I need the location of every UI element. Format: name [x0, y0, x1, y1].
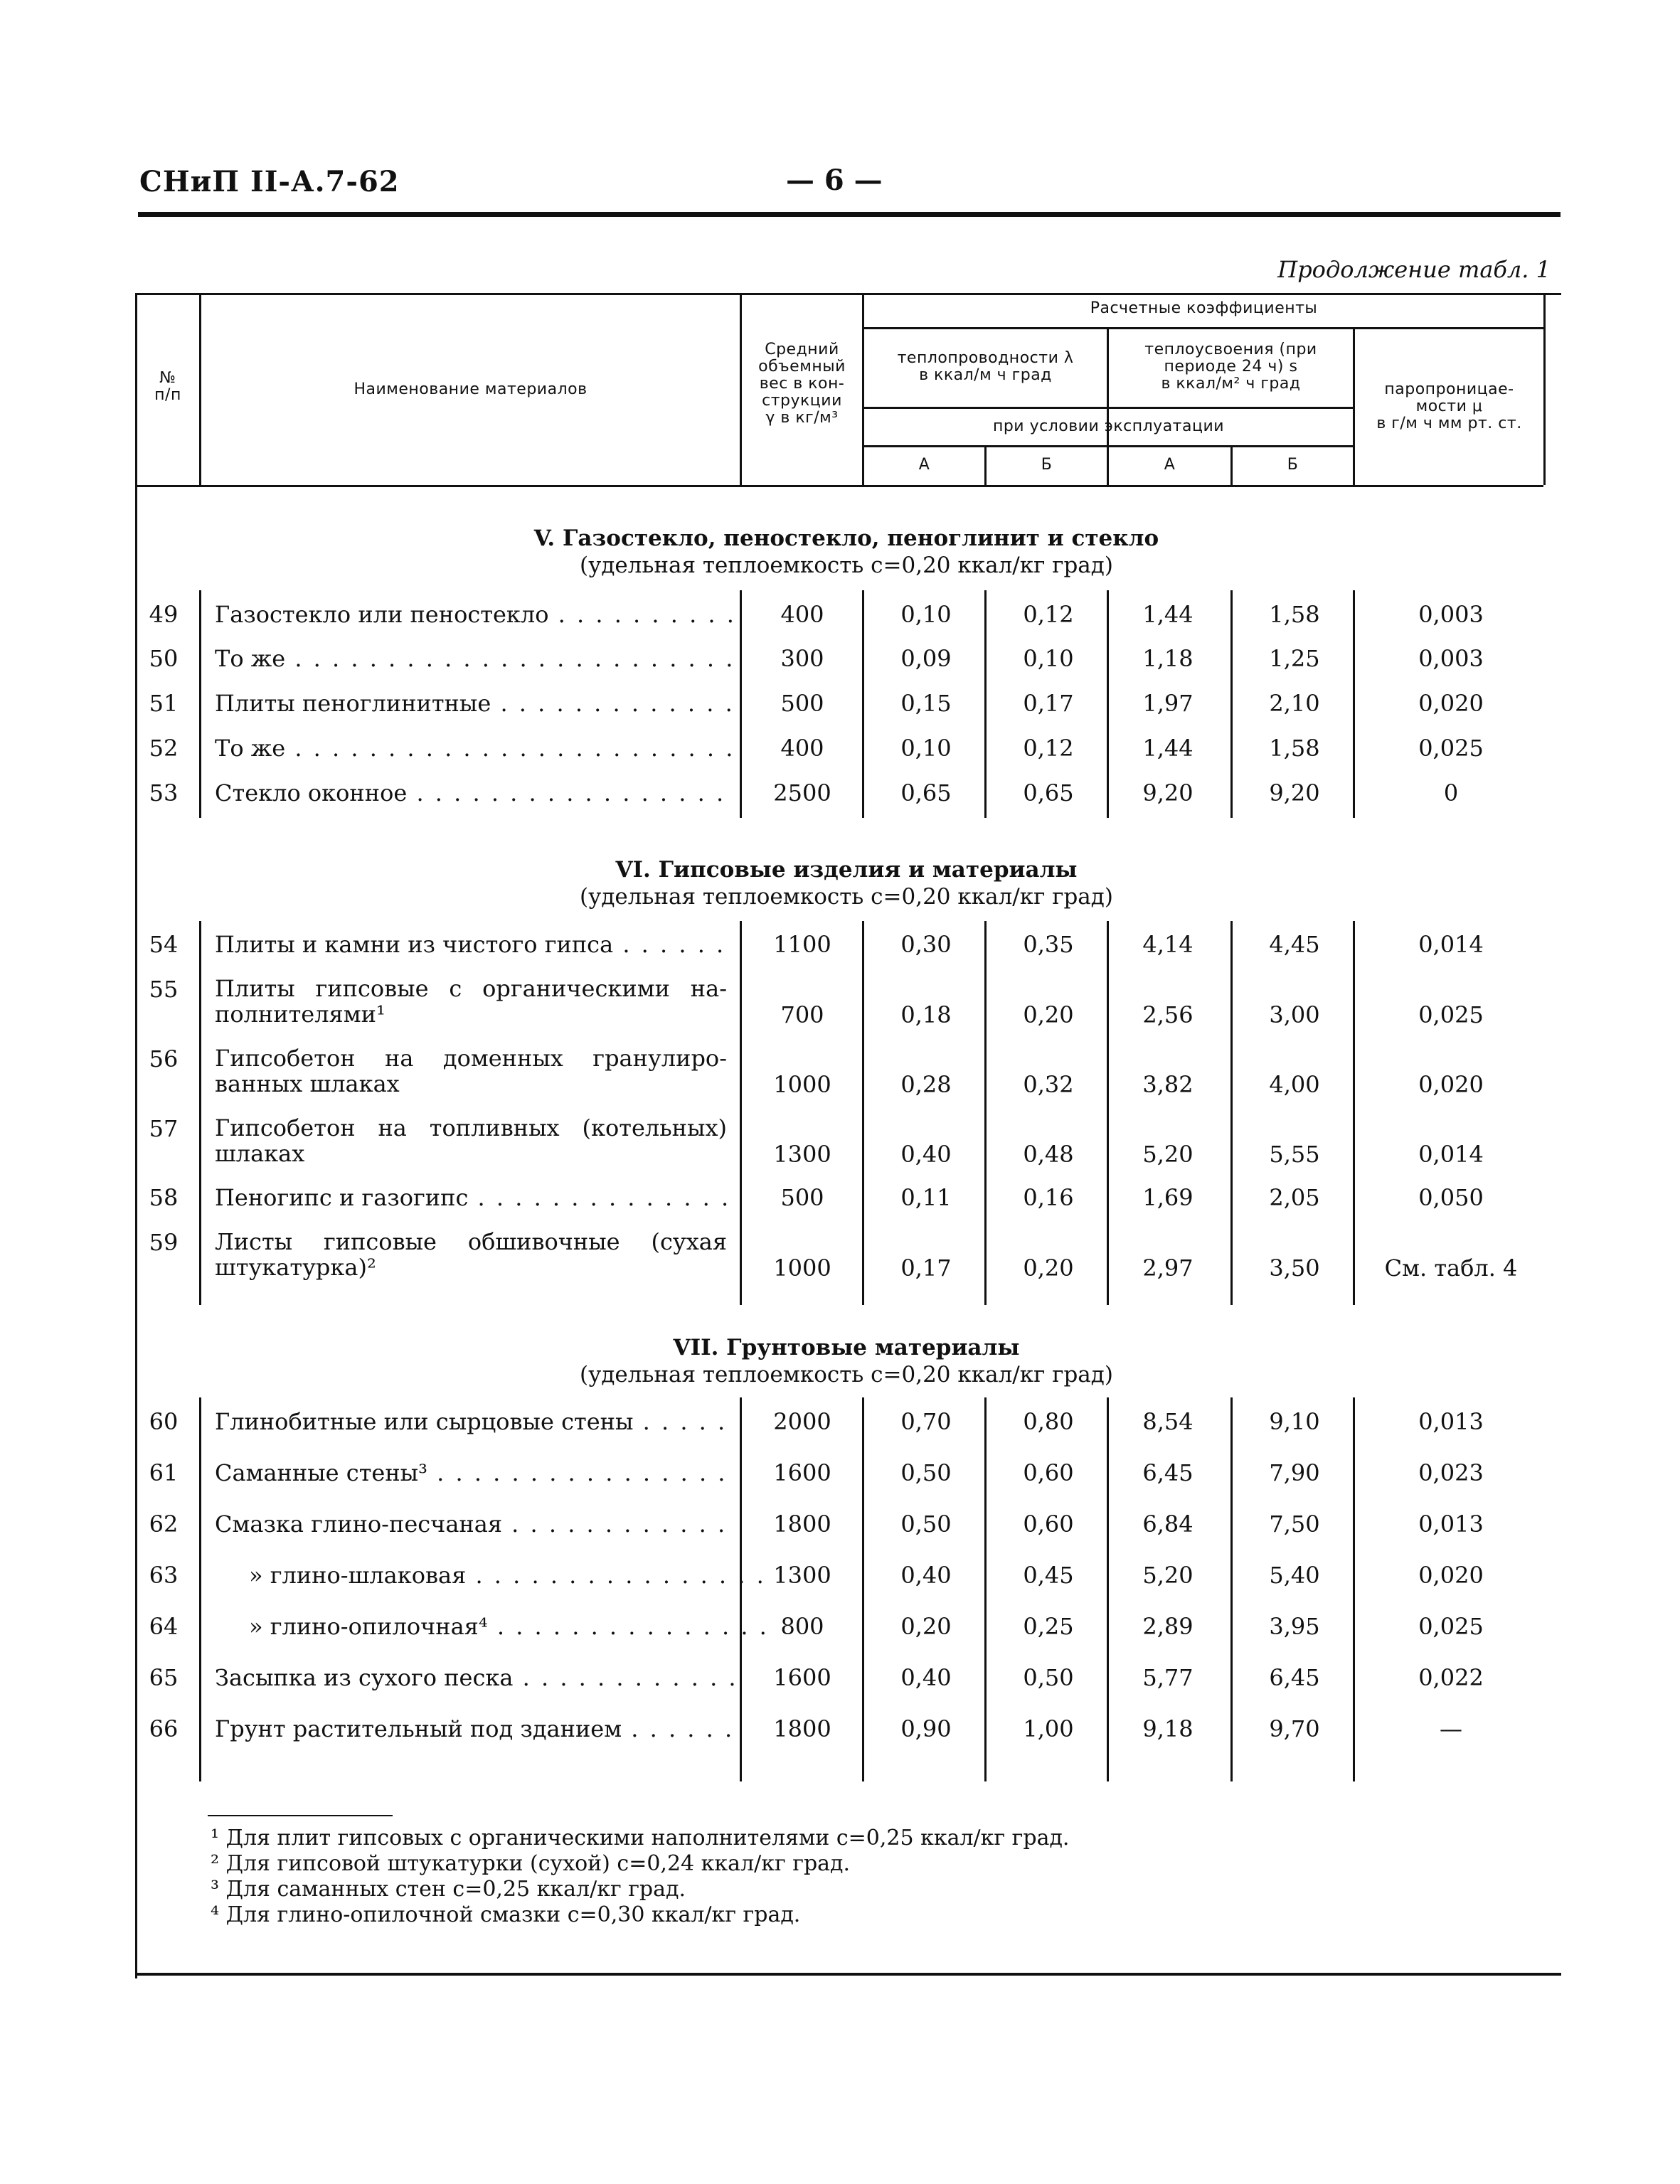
heat-absorption-a: 1,18	[1142, 645, 1193, 672]
header-density: Средний объемный вес в кон- струкции γ в кг/м³	[758, 341, 846, 427]
section-subtitle: (удельная теплоемкость c=0,20 ккал/кг град)	[580, 884, 1113, 910]
material-name: Грунт растительный под зданием . . .	[215, 1715, 734, 1742]
table-row	[0, 1511, 1680, 1539]
vapor-permeability: 0,013	[1418, 1408, 1484, 1435]
material-name: Листы гипсовые обшивочные (сухая штукатурка)²	[215, 1228, 727, 1281]
table-row	[0, 1045, 1680, 1102]
vapor-permeability: 0,020	[1418, 1562, 1484, 1589]
material-name: Стекло оконное . . .	[215, 779, 734, 806]
table-row	[0, 1562, 1680, 1590]
header-sub-a2: А	[1164, 456, 1176, 474]
heat-absorption-b: 5,55	[1269, 1141, 1320, 1168]
header-sub-b2: Б	[1287, 456, 1299, 474]
heat-absorption-b: 9,70	[1269, 1715, 1320, 1742]
material-name: Смазка глино-песчаная . . .	[215, 1511, 734, 1538]
conductivity-b: 0,20	[1023, 1255, 1074, 1282]
density-value: 1800	[773, 1715, 831, 1742]
row-number: 58	[149, 1184, 179, 1211]
conductivity-a: 0,09	[900, 645, 952, 672]
vapor-permeability: 0,003	[1418, 601, 1484, 628]
row-number: 56	[149, 1045, 179, 1072]
heat-absorption-b: 2,05	[1269, 1184, 1320, 1211]
heat-absorption-b: 6,45	[1269, 1664, 1320, 1691]
conductivity-a: 0,18	[900, 1001, 952, 1028]
heat-absorption-b: 7,90	[1269, 1459, 1320, 1486]
conductivity-a: 0,15	[900, 690, 952, 717]
header-vapor-permeability: паропроницае- мости μ в г/м ч мм рт. ст.	[1376, 380, 1522, 432]
conductivity-b: 0,60	[1023, 1511, 1074, 1538]
table-row	[0, 1408, 1680, 1437]
vapor-permeability: 0,013	[1418, 1511, 1484, 1538]
table-row	[0, 1115, 1680, 1172]
header-material-name: Наименование материалов	[353, 380, 588, 398]
section-subtitle: (удельная теплоемкость c=0,20 ккал/кг град)	[580, 1362, 1113, 1387]
conductivity-b: 0,45	[1023, 1562, 1074, 1589]
density-value: 1600	[773, 1664, 831, 1691]
table-row	[0, 1715, 1680, 1744]
vapor-permeability: См. табл. 4	[1384, 1255, 1518, 1282]
conductivity-b: 0,17	[1023, 690, 1074, 717]
heat-absorption-a: 5,77	[1142, 1664, 1193, 1691]
heat-absorption-a: 2,89	[1142, 1613, 1193, 1640]
section-heading: VII. Грунтовые материалы	[673, 1335, 1020, 1360]
density-value: 1800	[773, 1511, 831, 1538]
header-number: № п/п	[154, 369, 181, 404]
table-row	[0, 976, 1680, 1033]
conductivity-a: 0,50	[900, 1459, 952, 1486]
row-number: 62	[149, 1511, 179, 1538]
vapor-permeability: 0,003	[1418, 645, 1484, 672]
density-value: 1000	[773, 1071, 831, 1098]
row-number: 64	[149, 1613, 179, 1640]
section-subtitle: (удельная теплоемкость c=0,20 ккал/кг град)	[580, 553, 1113, 578]
density-value: 300	[780, 645, 824, 672]
section-title	[455, 525, 1238, 579]
header-sub-a1: А	[918, 456, 930, 474]
table-row	[0, 1184, 1680, 1213]
density-value: 1300	[773, 1141, 831, 1168]
heat-absorption-a: 6,84	[1142, 1511, 1193, 1538]
row-number: 51	[149, 690, 179, 717]
table-row	[0, 931, 1680, 959]
conductivity-b: 0,10	[1023, 645, 1074, 672]
bottom-rule	[135, 1973, 1561, 1976]
row-number: 59	[149, 1229, 179, 1256]
row-number: 65	[149, 1664, 179, 1691]
material-name: Плиты гипсовые с органическими на- полнителями¹	[215, 975, 727, 1028]
conductivity-b: 0,48	[1023, 1141, 1074, 1168]
conductivity-b: 0,65	[1023, 779, 1074, 806]
heat-absorption-a: 2,56	[1142, 1001, 1193, 1028]
material-name: То же . . .	[215, 645, 734, 672]
row-number: 60	[149, 1408, 179, 1435]
heat-absorption-b: 4,45	[1269, 931, 1320, 958]
row-number: 57	[149, 1115, 179, 1142]
row-number: 52	[149, 735, 179, 762]
heat-absorption-a: 1,69	[1142, 1184, 1193, 1211]
vapor-permeability: 0,023	[1418, 1459, 1484, 1486]
section-title	[455, 1334, 1238, 1388]
row-number: 63	[149, 1562, 179, 1589]
table-row	[0, 735, 1680, 763]
header-coefficients-group: Расчетные коэффициенты	[1090, 299, 1318, 317]
heat-absorption-b: 9,10	[1269, 1408, 1320, 1435]
conductivity-a: 0,10	[900, 735, 952, 762]
vapor-permeability: —	[1440, 1715, 1462, 1742]
conductivity-a: 0,28	[900, 1071, 952, 1098]
vapor-permeability: 0,014	[1418, 931, 1484, 958]
heat-absorption-a: 6,45	[1142, 1459, 1193, 1486]
vapor-permeability: 0,025	[1418, 1613, 1484, 1640]
heat-absorption-a: 9,20	[1142, 779, 1193, 806]
material-name: Засыпка из сухого песка . . .	[215, 1664, 734, 1691]
density-value: 2500	[773, 779, 831, 806]
table-row	[0, 645, 1680, 673]
heat-absorption-a: 1,44	[1142, 601, 1193, 628]
conductivity-b: 0,32	[1023, 1071, 1074, 1098]
density-value: 1100	[773, 931, 831, 958]
table-row	[0, 1664, 1680, 1693]
conductivity-b: 0,20	[1023, 1001, 1074, 1028]
material-name: Пеногипс и газогипс . . .	[215, 1184, 734, 1211]
density-value: 500	[780, 690, 824, 717]
heat-absorption-b: 7,50	[1269, 1511, 1320, 1538]
vapor-permeability: 0,050	[1418, 1184, 1484, 1211]
conductivity-a: 0,40	[900, 1141, 952, 1168]
conductivity-b: 0,60	[1023, 1459, 1074, 1486]
vapor-permeability: 0,014	[1418, 1141, 1484, 1168]
vapor-permeability: 0,025	[1418, 735, 1484, 762]
heat-absorption-b: 5,40	[1269, 1562, 1320, 1589]
table-continuation-label: Продолжение табл. 1	[1277, 256, 1551, 283]
heat-absorption-b: 3,00	[1269, 1001, 1320, 1028]
heat-absorption-a: 5,20	[1142, 1141, 1193, 1168]
conductivity-a: 0,40	[900, 1664, 952, 1691]
conductivity-a: 0,17	[900, 1255, 952, 1282]
conductivity-a: 0,65	[900, 779, 952, 806]
material-name: Плиты пеноглинитные . . .	[215, 690, 734, 717]
heat-absorption-b: 1,25	[1269, 645, 1320, 672]
heat-absorption-b: 4,00	[1269, 1071, 1320, 1098]
material-name: Гипсобетон на доменных гранулиро- ванных шлаках	[215, 1045, 727, 1097]
conductivity-b: 0,16	[1023, 1184, 1074, 1211]
row-number: 55	[149, 976, 179, 1003]
footnote: ² Для гипсовой штукатурки (сухой) c=0,24 ккал/кг град.	[211, 1851, 851, 1876]
density-value: 800	[780, 1613, 824, 1640]
heat-absorption-a: 3,82	[1142, 1071, 1193, 1098]
table-row	[0, 1459, 1680, 1488]
material-name: То же . . .	[215, 735, 734, 762]
conductivity-b: 0,12	[1023, 601, 1074, 628]
header-conditions: при условии эксплуатации	[992, 417, 1225, 435]
row-number: 66	[149, 1715, 179, 1742]
table-row	[0, 601, 1680, 629]
table-row	[0, 1229, 1680, 1286]
density-value: 1600	[773, 1459, 831, 1486]
section-title	[455, 856, 1238, 910]
density-value: 500	[780, 1184, 824, 1211]
conductivity-b: 0,50	[1023, 1664, 1074, 1691]
heat-absorption-b: 3,50	[1269, 1255, 1320, 1282]
conductivity-a: 0,11	[900, 1184, 952, 1211]
header-sub-b1: Б	[1041, 456, 1053, 474]
table-row	[0, 1613, 1680, 1641]
conductivity-b: 1,00	[1023, 1715, 1074, 1742]
section-heading: VI. Гипсовые изделия и материалы	[615, 857, 1078, 883]
heat-absorption-a: 5,20	[1142, 1562, 1193, 1589]
row-number: 49	[149, 601, 179, 628]
conductivity-b: 0,25	[1023, 1613, 1074, 1640]
table-row	[0, 690, 1680, 718]
page-number: — 6 —	[786, 164, 883, 197]
vapor-permeability: 0,020	[1418, 690, 1484, 717]
conductivity-a: 0,40	[900, 1562, 952, 1589]
footnote: ¹ Для плит гипсовых с органическими наполнителями c=0,25 ккал/кг град.	[211, 1826, 1070, 1850]
row-number: 50	[149, 645, 179, 672]
density-value: 1000	[773, 1255, 831, 1282]
heat-absorption-a: 9,18	[1142, 1715, 1193, 1742]
material-name: Саманные стены³ . . .	[215, 1459, 734, 1486]
header-rule	[138, 212, 1561, 217]
material-name: » глино-шлаковая . . .	[215, 1562, 768, 1589]
density-value: 700	[780, 1001, 824, 1028]
section-heading: V. Газостекло, пеностекло, пеноглинит и стекло	[533, 526, 1159, 551]
row-number: 53	[149, 779, 179, 806]
vapor-permeability: 0,020	[1418, 1071, 1484, 1098]
heat-absorption-a: 4,14	[1142, 931, 1193, 958]
vapor-permeability: 0,022	[1418, 1664, 1484, 1691]
footnote: ⁴ Для глино-опилочной смазки c=0,30 ккал/кг град.	[211, 1902, 801, 1927]
conductivity-a: 0,30	[900, 931, 952, 958]
heat-absorption-a: 2,97	[1142, 1255, 1193, 1282]
heat-absorption-b: 1,58	[1269, 601, 1320, 628]
material-name: Глинобитные или сырцовые стены . . .	[215, 1408, 734, 1435]
heat-absorption-a: 1,44	[1142, 735, 1193, 762]
material-name: » глино-опилочная⁴ . . .	[215, 1613, 768, 1640]
heat-absorption-b: 1,58	[1269, 735, 1320, 762]
conductivity-a: 0,10	[900, 601, 952, 628]
vapor-permeability: 0,025	[1418, 1001, 1484, 1028]
heat-absorption-b: 2,10	[1269, 690, 1320, 717]
header-conductivity: теплопроводности λ в ккал/м ч град	[897, 349, 1074, 384]
conductivity-a: 0,70	[900, 1408, 952, 1435]
conductivity-a: 0,90	[900, 1715, 952, 1742]
header-heat-absorption: теплоусвоения (при периоде 24 ч) s в ккал/м² ч град	[1144, 341, 1317, 393]
density-value: 2000	[773, 1408, 831, 1435]
heat-absorption-a: 8,54	[1142, 1408, 1193, 1435]
density-value: 1300	[773, 1562, 831, 1589]
footnote-rule	[208, 1815, 393, 1816]
heat-absorption-b: 9,20	[1269, 779, 1320, 806]
heat-absorption-a: 1,97	[1142, 690, 1193, 717]
row-number: 61	[149, 1459, 179, 1486]
document-code: СНиП II-А.7-62	[139, 165, 400, 198]
conductivity-b: 0,12	[1023, 735, 1074, 762]
material-name: Газостекло или пеностекло . . .	[215, 601, 734, 628]
material-name: Гипсобетон на топливных (котельных) шлаках	[215, 1114, 727, 1167]
row-number: 54	[149, 931, 179, 958]
density-value: 400	[780, 735, 824, 762]
footnote: ³ Для саманных стен c=0,25 ккал/кг град.	[211, 1877, 686, 1902]
conductivity-a: 0,50	[900, 1511, 952, 1538]
heat-absorption-b: 3,95	[1269, 1613, 1320, 1640]
conductivity-b: 0,80	[1023, 1408, 1074, 1435]
vapor-permeability: 0	[1443, 779, 1459, 806]
table-row	[0, 779, 1680, 808]
conductivity-a: 0,20	[900, 1613, 952, 1640]
conductivity-b: 0,35	[1023, 931, 1074, 958]
material-name: Плиты и камни из чистого гипса . . .	[215, 931, 734, 958]
density-value: 400	[780, 601, 824, 628]
